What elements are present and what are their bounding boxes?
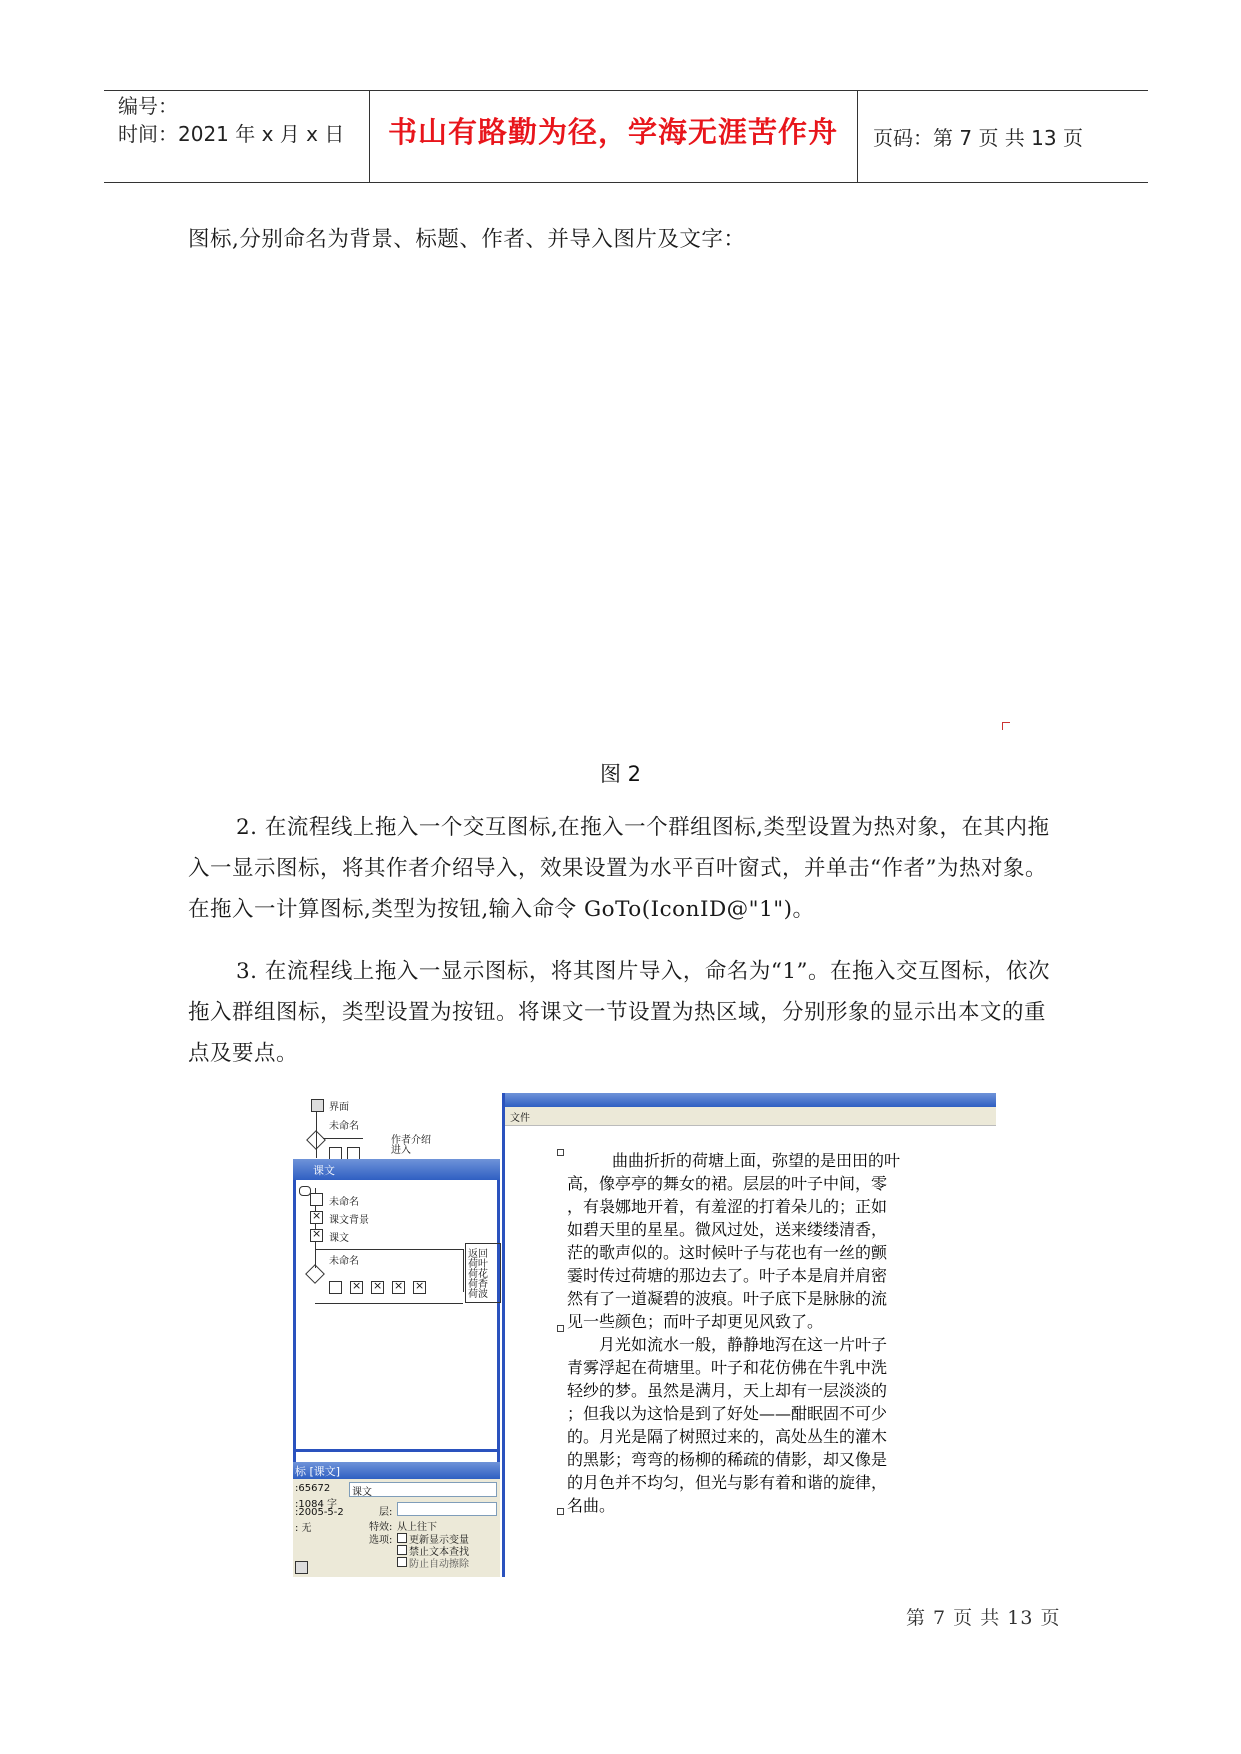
icon-name-value: 课文 (352, 1487, 372, 1498)
preview-icon[interactable] (295, 1561, 308, 1574)
flow-item-unnamed-top: 未命名 (329, 1121, 359, 1132)
prop-date: :2005-5-2 (295, 1507, 344, 1518)
page-footer: 第 7 页 共 13 页 (906, 1607, 1061, 1629)
menu-file[interactable]: 文件 (510, 1113, 530, 1124)
group-x-icon (371, 1281, 384, 1294)
branch-return-line (315, 1303, 463, 1304)
interaction-diamond-icon (306, 1130, 326, 1150)
doc-number-label: 编号： (118, 94, 178, 118)
header-left (118, 92, 344, 148)
side-label-flower: 荷花 (468, 1269, 488, 1280)
course-window-titlebar[interactable] (293, 1159, 500, 1180)
properties-titlebar (293, 1462, 500, 1479)
doc-time-label: 时间：2021 年 x 月 x 日 (118, 122, 345, 146)
side-label-return: 返回 (468, 1249, 488, 1260)
flow-item-author-intro: 作者介绍 (391, 1135, 431, 1146)
branch-line (323, 1138, 363, 1139)
header-page-label: 页码：第 7 页 共 13 页 (873, 126, 1083, 150)
side-label-leaf: 荷叶 (468, 1259, 488, 1270)
group-x-icon (392, 1281, 405, 1294)
flow-item-3[interactable]: 课文 (329, 1233, 349, 1244)
presentation-titlebar (505, 1093, 996, 1107)
text-handle (557, 1149, 564, 1156)
update-vars-checkbox[interactable] (397, 1533, 407, 1543)
header-bottom-rule (104, 182, 1148, 183)
poem-line[interactable]: 青雾浮起在荷塘里。叶子和花仿佛在牛乳中洗 (567, 1358, 888, 1377)
effect-label: 特效: (369, 1522, 393, 1533)
poem-line: 的黑影；弯弯的杨柳的稀疏的倩影，却又像是 (567, 1450, 888, 1469)
poem-line: 的。月光是隔了树照过来的，高处丛生的灌木 (567, 1427, 888, 1446)
poem-line: 如碧天里的星星。微风过处，送来缕缕清香， (567, 1220, 888, 1239)
map-icon (311, 1099, 324, 1112)
prop-var: : 无 (295, 1523, 312, 1534)
poem-line: 霎时传过荷塘的那边去了。叶子本是肩并肩密 (567, 1266, 888, 1285)
prevent-erase-checkbox[interactable] (397, 1557, 407, 1567)
flowline-pane (293, 1093, 500, 1577)
poem-line: 曲曲折折的荷塘上面，弥望的是田田的叶 (612, 1151, 901, 1170)
properties-panel (293, 1462, 500, 1577)
prop-id: :65672 (295, 1483, 331, 1494)
flow-item-2[interactable]: 课文背景 (329, 1215, 369, 1226)
icon-name-field[interactable] (349, 1482, 497, 1497)
flow-item-4[interactable]: 未命名 (329, 1256, 359, 1267)
calc-icon (329, 1281, 342, 1294)
group-x-icon (413, 1281, 426, 1294)
step2-paragraph: 2. 在流程线上拖入一个交互图标,在拖入一个群组图标,类型设置为热对象，在其内拖入一显示图标，将其作者介绍导入，效果设置为水平百叶窗式，并单击“作者”为热对象。在拖入一计算图标,类型为按钮,输入命令 GoTo(IconID@"1")。 (188, 815, 1050, 922)
update-vars-label: 更新显示变量 (409, 1535, 469, 1546)
poem-line: 名曲。 (567, 1496, 616, 1515)
disable-search-checkbox[interactable] (397, 1545, 407, 1555)
display-icon (310, 1211, 323, 1224)
group-x-icon (350, 1281, 363, 1294)
poem-line: 的月色并不均匀，但光与影有着和谐的旋律， (567, 1473, 888, 1492)
header-top-rule (104, 90, 1148, 91)
options-label: 选项: (369, 1535, 393, 1546)
presentation-menubar (505, 1107, 996, 1126)
text-handle (557, 1508, 564, 1515)
properties-title: 标 [课文] (295, 1465, 341, 1478)
authoring-screenshot (293, 1093, 996, 1577)
layer-label: 层: (379, 1507, 393, 1518)
group-icon (310, 1193, 323, 1206)
flowline-hscroll[interactable] (296, 1449, 497, 1452)
layer-field[interactable] (397, 1502, 497, 1516)
poem-line[interactable]: 月光如流水一般，静静地泻在这一片叶子 (599, 1335, 888, 1354)
flow-item-interface: 界面 (329, 1102, 349, 1113)
poem-line: 然有了一道凝碧的波痕。叶子底下是脉脉的流 (567, 1289, 888, 1308)
text-handle (557, 1325, 564, 1332)
presentation-window (502, 1093, 996, 1577)
step3-paragraph: 3. 在流程线上拖入一显示图标，将其图片导入，命名为“1”。在拖入交互图标，依次拖入群组图标，类型设置为按钮。将课文一节设置为热区域，分别形象的显示出本文的重点及要点。 (188, 959, 1051, 1066)
flow-item-enter: 进入 (391, 1145, 411, 1156)
intro-paragraph: 图标,分别命名为背景、标题、作者、并导入图片及文字： (188, 227, 746, 252)
figure-caption: 图 2 (599, 762, 642, 786)
disable-search-label: 禁止文本查找 (409, 1547, 469, 1558)
poem-line: 见一些颜色；而叶子却更见风致了。 (567, 1312, 824, 1331)
poem-line: ，有袅娜地开着，有羞涩的打着朵儿的；正如 (567, 1197, 888, 1216)
prevent-erase-label: 防止自动擦除 (409, 1559, 469, 1570)
effect-value[interactable]: 从上往下 (397, 1522, 437, 1533)
side-label-fragrance: 荷香 (468, 1279, 488, 1290)
poem-line: ；但我以为这恰是到了好处——酣眠固不可少 (567, 1404, 888, 1423)
poem-line: 高，像亭亭的舞女的裙。层层的叶子中间，零 (567, 1174, 888, 1193)
header-divider-right (857, 90, 858, 182)
display-icon (310, 1229, 323, 1242)
anchor-mark (1002, 722, 1010, 730)
header-motto: 书山有路勤为径，学海无涯苦作舟 (387, 115, 838, 149)
side-label-wave: 荷波 (468, 1289, 488, 1300)
prop-size: :1084 字 (295, 1499, 337, 1510)
poem-line: 茫的歌声似的。这时候叶子与花也有一丝的颤 (567, 1243, 888, 1262)
flow-item-1[interactable]: 未命名 (329, 1197, 359, 1208)
poem-line: 轻纱的梦。虽然是满月，天上却有一层淡淡的 (567, 1381, 888, 1400)
course-window-title: 课文 (313, 1164, 335, 1177)
poem-text (567, 1149, 996, 1517)
